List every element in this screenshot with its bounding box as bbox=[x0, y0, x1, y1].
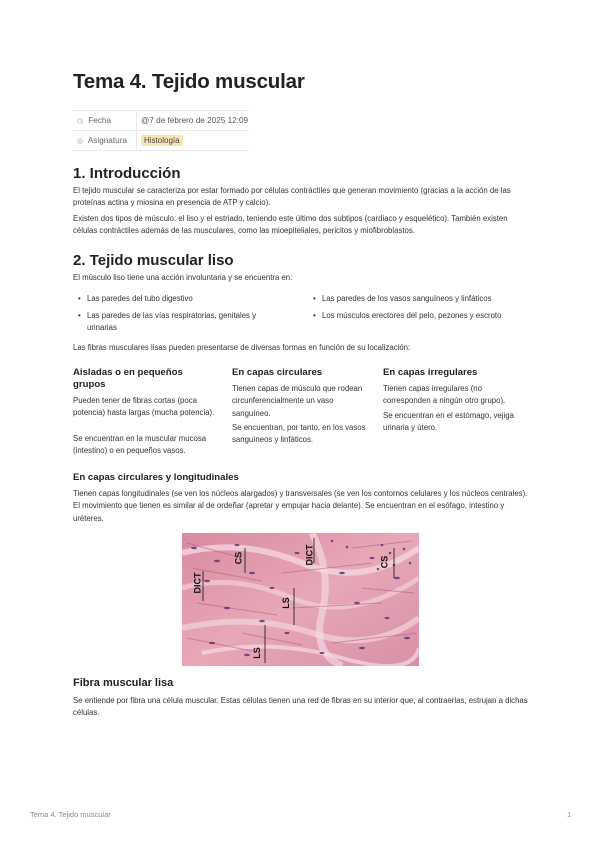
heading-aisladas: Aisladas o en pequeños grupos bbox=[73, 367, 183, 390]
heading-capas-irregulares: En capas irregulares bbox=[383, 367, 478, 378]
property-row-asignatura bbox=[73, 131, 249, 151]
heading-fibra-lisa: Fibra muscular lisa bbox=[73, 677, 174, 689]
heading-tejido-liso: 2. Tejido muscular liso bbox=[73, 252, 234, 269]
figure-label-cs: CS bbox=[379, 555, 390, 569]
figure-label-ls: LS bbox=[280, 597, 291, 609]
circulares-p1: Tienen capas de músculo que rodean circunferencialmente un vaso sanguíneo. bbox=[232, 384, 363, 418]
irregulares-p2: Se encuentran en el estómago, vejiga urinaria y útero. bbox=[383, 411, 514, 433]
heading-capas-circulares: En capas circulares bbox=[232, 367, 323, 378]
property-value-date[interactable]: @7 de febrero de 2025 12:09 bbox=[137, 111, 250, 131]
aisladas-p1: Pueden tener de fibras cortas (poca potencia) hasta largas (mucha potencia). bbox=[73, 396, 215, 418]
select-icon: ◎ bbox=[77, 138, 84, 145]
list-item: • Las paredes del tubo digestivo bbox=[87, 293, 297, 305]
footer-title: Tema 4. Tejido muscular bbox=[30, 810, 111, 819]
list-item: • Las paredes de los vasos sanguíneos y linfáticos bbox=[322, 293, 532, 305]
figure-label-ls: LS bbox=[251, 647, 262, 659]
page-title: Tema 4. Tejido muscular bbox=[73, 70, 305, 93]
list-item: • Los músculos erectores del pelo, pezones y escroto bbox=[322, 310, 532, 322]
liso-intro: El músculo liso tiene una acción involuntaria y se encuentra en: bbox=[73, 273, 293, 282]
clock-icon: ◷ bbox=[77, 118, 84, 125]
irregulares-p1: Tienen capas irregulares (no corresponden a ningún otro grupo). bbox=[383, 384, 506, 406]
intro-paragraph-1: El tejido muscular se caracteriza por estar formado por células contráctiles que generan movimiento (gracias a la acción de las proteínas actina y miosina en presencia de ATP y calcio). bbox=[73, 186, 511, 208]
property-row-fecha bbox=[73, 111, 249, 131]
subject-tag[interactable]: Histología bbox=[141, 135, 183, 146]
figure-label-cs: CS bbox=[233, 551, 244, 565]
histology-micrograph bbox=[182, 533, 419, 666]
heading-circulares-longitudinales: En capas circulares y longitudinales bbox=[73, 472, 239, 483]
figure-label-dict: DICT bbox=[192, 572, 203, 594]
circ-long-paragraph: Tienen capas longitudinales (se ven los núcleos alargados) y transversales (se ven los contornos celulares y los núcleos centrales). El movimiento que tienen es similar al de ordeñar (apretar y empujar hacia delante). Se encuentran en el esófago, intestino y uréteres. bbox=[73, 489, 528, 523]
properties-table bbox=[73, 110, 249, 151]
circulares-p2: Se encuentran, por tanto, en los vasos sanguíneos y linfáticos. bbox=[232, 423, 366, 445]
aisladas-p2: Se encuentran en la muscular mucosa (intestino) o en pequeños vasos. bbox=[73, 434, 207, 456]
intro-paragraph-2: Existen dos tipos de músculo: el liso y el estriado, teniendo este último dos subtipos (cardiaco y esquelético). También existen células contráctiles además de las musculares, como las mioepiteliales, pericitos y miofibroblastos. bbox=[73, 214, 508, 236]
property-value-subject[interactable] bbox=[137, 131, 250, 151]
forms-intro: Las fibras musculares lisas pueden presentarse de diversas formas en función de su localización: bbox=[73, 343, 411, 352]
list-item: • Las paredes de las vías respiratorias, genitales y urinarias bbox=[87, 310, 282, 335]
property-key: ◷ Fecha bbox=[73, 111, 137, 131]
fibra-paragraph: Se entiende por fibra una célula muscular. Estas células tienen una red de fibras en su interior que, al contraerlas, estrujan a dichas células. bbox=[73, 696, 528, 718]
property-key: ◎ Asignatura bbox=[73, 131, 137, 151]
page-number: 1 bbox=[567, 810, 572, 819]
figure-label-dict: DICT bbox=[304, 544, 315, 566]
heading-introduccion: 1. Introducción bbox=[73, 165, 181, 182]
